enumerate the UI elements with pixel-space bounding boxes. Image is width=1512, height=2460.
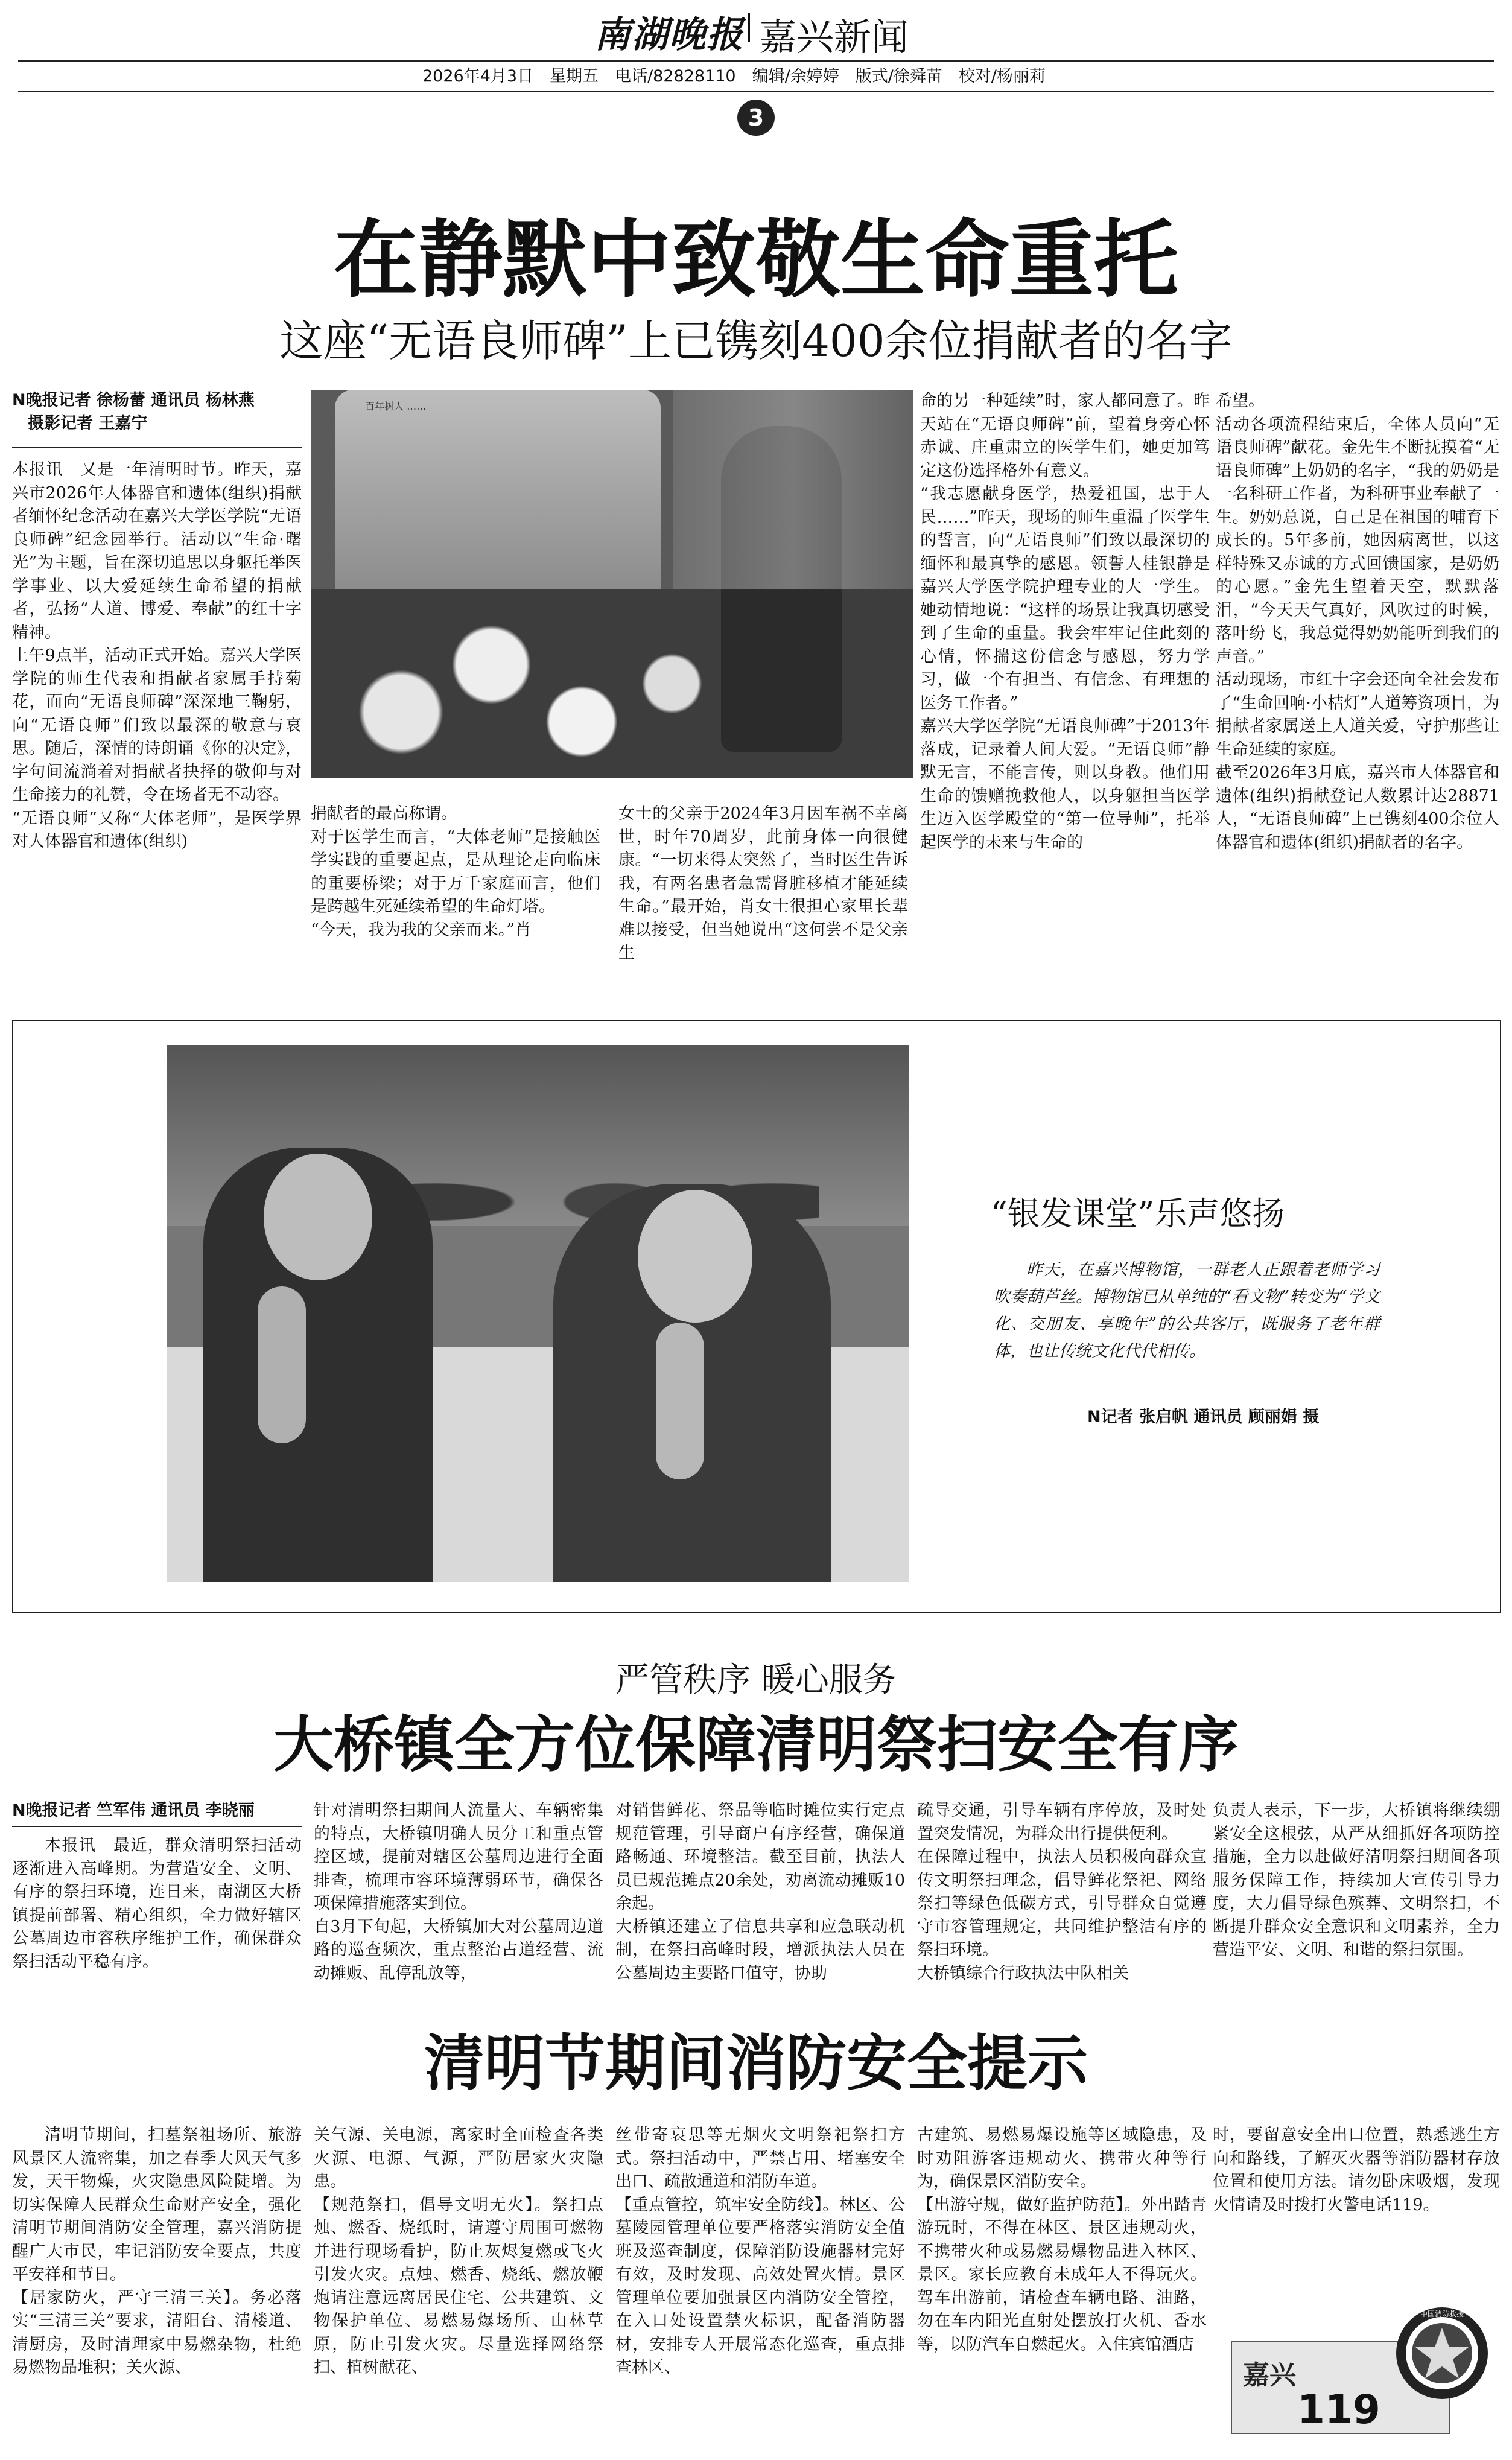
story2-column-5 — [1213, 1799, 1500, 1986]
photo-feature-credit: N记者 张启帆 通讯员 顾丽娟 摄 — [1087, 1406, 1319, 1429]
story2-text-5: 负责人表示，下一步，大桥镇将继续绷紧安全这根弦，从严从细抓好各项防控措施，全力以赴做好清明祭扫期间各项服务保障工作，持续加大宣传引导力度，大力倡导绿色殡葬、文明祭扫，不断提升群众安全意识和文明素养，全力营造平安、文明、和谐的祭扫氛围。 — [1213, 1801, 1500, 1959]
reporter-mark-2: N — [12, 1801, 26, 1820]
story2-text-3: 对销售鲜花、祭品等临时摊位实行定点规范管理，引导商户有序经营，确保道路畅通、环境整洁。截至目前，执法人员已规范摊点20余处，劝离流动摊贩10余起。 大桥镇还建立了信息共享和应急联动机制，在祭扫高峰时段，增派执法人员在公墓周边主要路口值守，协助 — [615, 1801, 905, 1983]
story2-text-2: 针对清明祭扫期间人流量大、车辆密集的特点，大桥镇明确人员分工和重点管控区域，提前对辖区公墓周边进行全面排查，梳理市容环境薄弱环节，确保各项保障措施落实到位。 自3月下旬起，大桥镇加大对公墓周边道路的巡查频次，重点整治占道经营、流动摊贩、乱停乱放等， — [314, 1801, 603, 1983]
photo-feature-title: “银发课堂”乐声悠扬 — [991, 1195, 1285, 1233]
story3-column-4 — [917, 2124, 1207, 2456]
fire-119-badge — [1231, 2293, 1496, 2456]
story2-text-4: 疏导交通，引导车辆有序停放，及时处置突发情况，为群众出行提供便利。 在保障过程中，执法人员积极向群众宣传文明祭扫理念，倡导鲜花祭祀、网络祭扫等绿色低碳方式，引导群众自觉遵守市容管理规定，共同维护整洁有序的祭扫环境。 大桥镇综合行政执法中队相关 — [917, 1801, 1207, 1983]
masthead-divider — [748, 13, 750, 42]
story1-column-4 — [920, 390, 1210, 987]
story3-text-1: 清明节期间，扫墓祭祖场所、旅游风景区人流密集，加之春季大风天气多发，天干物燥，火灾隐患风险陡增。为切实保障人民群众生命财产安全，强化清明节期间消防安全管理，嘉兴消防提醒广大市民，牢记消防安全要点，共度平安祥和节日。 【居家防火，严守三清三关】。务必落实“三清三关”要求，清阳台、清楼道、清厨房，及时清理家中易燃杂物，杜绝易燃物品堆积；关火源、 — [12, 2126, 302, 2377]
story3-text-3: 丝带寄哀思等无烟火文明祭祀祭扫方式。祭扫活动中，严禁占用、堵塞安全出口、疏散通道和消防车道。 【重点管控，筑牢安全防线】。林区、公墓陵园管理单位要严格落实消防安全值班及巡查制度，保障消防设施器材完好有效，及时发现、高效处置火情。景区管理单位要加强景区内消防安全管控，在入口处设置禁火标识，配备消防器材，安排专人开展常态化巡查，重点排查林区、 — [615, 2126, 905, 2377]
photo-feature-caption: 昨天，在嘉兴博物馆，一群老人正跟着老师学习吹奏葫芦丝。博物馆已从单纯的“看文物”转变为“学文化、交朋友、享晚年”的公共客厅，既服务了老年群体，也让传统文化代代相传。 — [994, 1260, 1380, 1361]
story3-column-5 — [1213, 2124, 1500, 2275]
story2-headline: 大桥镇全方位保障清明祭扫安全有序 — [273, 1709, 1239, 1780]
fire-rescue-emblem-icon — [1394, 2305, 1490, 2401]
emblem-text: 中国消防救援 — [1420, 2310, 1464, 2318]
story1-text-4: 命的另一种延续”时，家人都同意了。昨天站在“无语良师碑”前，望着身旁心怀赤诚、庄重肃立的医学生们，她更加笃定这份选择格外有意义。 “我志愿献身医学，热爱祖国，忠于人民……”昨天，现场的师生重温了医学生的誓言，向“无语良师”们致以最深切的缅怀和最真挚的感恩。领誓人桂银静是嘉兴大学医学院护理专业的大一学生。她动情地说：“这样的场景让我真切感受到了生命的重量。我会牢牢记住此刻的心情，怀揣这份信念与感恩，努力学习，做一个有担当、有信念、有理想的医务工作者。” 嘉兴大学医学院“无语良师碑”于2013年落成，记录着人间大爱。“无语良师”静默无言，不能言传，则以身教。他们用生命的馈赠挽救他人，以身躯担当医学生迈入医学殿堂的“第一位导师”，托举起医学的未来与生命的 — [920, 392, 1210, 852]
story1-column-5 — [1216, 390, 1499, 987]
story2-byline-rule — [12, 1826, 302, 1827]
story3-text-4: 古建筑、易燃易爆设施等区域隐患，及时劝阻游客违规动火、携带火种等行为，确保景区消防安全。 【出游守规，做好监护防范】。外出踏青游玩时，不得在林区、景区违规动火，不携带火种或易燃易爆物品进入林区、景区。家长应教育未成年人不得玩火。驾车出游前，请检查车辆电路、油路，勿在车内阳光直射处摆放打火机、香水等，以防汽车自燃起火。入住宾馆酒店 — [917, 2126, 1207, 2354]
masthead — [0, 0, 1512, 131]
story1-text-2: 捐献者的最高称谓。 对于医学生而言，“大体老师”是接触医学实践的重要起点，是从理论走向临床的重要桥梁；对于万千家庭而言，他们是跨越生死延续希望的生命灯塔。 “今天，我为我的父亲而来。”肖 — [311, 804, 600, 939]
story1-column-1 — [12, 459, 302, 987]
story3-column-1 — [12, 2124, 302, 2456]
memorial-photo — [311, 390, 913, 778]
credit-mark: N — [1087, 1408, 1101, 1426]
story1-headline: 在静默中致敬生命重托 — [333, 211, 1178, 310]
paper-name: 南湖晚报 — [594, 14, 744, 56]
memorial-stone — [335, 390, 661, 589]
story2-column-4 — [917, 1799, 1207, 1986]
story3-text-2: 关气源、关电源，离家时全面检查各类火源、电源、气源，严防居家火灾隐患。 【规范祭扫，倡导文明无火】。祭扫点烛、燃香、烧纸时，请遵守周围可燃物并进行现场看护，防止灰烬复燃或飞火引发火灾。点烛、燃香、烧纸、燃放鞭炮请注意远离居民住宅、公共建筑、文物保护单位、易燃易爆场所、山林草原，防止引发火灾。尽量选择网络祭扫、植树献花、 — [314, 2126, 603, 2377]
page-number-badge: 3 — [737, 100, 775, 136]
story1-column-3 — [618, 803, 908, 984]
stone-inscription: 百年树人 …… — [365, 401, 427, 412]
badge-city: 嘉兴 — [1243, 2360, 1296, 2391]
story1-text-5: 希望。 活动各项流程结束后，全体人员向“无语良师碑”献花。金先生不断抚摸着“无语良师碑”上奶奶的名字，“我的奶奶是一名科研工作者，为科研事业奉献了一生。奶奶总说，自己是在祖国的哺育下成长的。5年多前，她因病离世，以这样特殊又赤诚的方式回馈国家，是奶奶的心愿。”金先生望着天空，默默落泪，“今天天气真好，风吹过的时候，落叶纷飞，我总觉得奶奶能听到我们的声音。” 活动现场，市红十字会还向全社会发布了“生命回响·小桔灯”人道筹资项目，为捐献者家属送上人道关爱，守护那些让生命延续的家庭。 截至2026年3月底，嘉兴市人体器官和遗体(组织)捐献登记人数累计达28871人，“无语良师碑”上已镌刻400余位人体器官和遗体(组织)捐献者的名字。 — [1216, 392, 1499, 852]
reporter-mark: N — [12, 391, 26, 410]
badge-number: 119 — [1297, 2386, 1380, 2433]
tree-background — [673, 390, 913, 589]
story2-text-1: 本报讯 最近，群众清明祭扫活动逐渐进入高峰期。为营造安全、文明、有序的祭扫环境，连日来，南湖区大桥镇提前部署、精心组织，全力做好辖区公墓周边市容秩序维护工作，确保群众祭扫活动平稳有序。 — [12, 1836, 302, 1971]
byline-rule — [12, 447, 302, 448]
gourd-flute-left — [258, 1286, 306, 1443]
story3-column-3 — [615, 2124, 905, 2456]
story1-subhead: 这座“无语良师碑”上已镌刻400余位捐献者的名字 — [279, 316, 1233, 366]
story1-text-1: 本报讯 又是一年清明时节。昨天，嘉兴市2026年人体器官和遗体(组织)捐献者缅怀纪念活动在嘉兴大学医学院“无语良师碑”纪念园举行。活动以“生命·曙光”为主题，旨在深切追思以身躯托举医学事业、以大爱延续生命希望的捐献者，弘扬“人道、博爱、奉献”的红十字精神。 上午9点半，活动正式开始。嘉兴大学医学院的师生代表和捐献者家属手持菊花，面向“无语良师碑”深深地三鞠躬，向“无语良师”们致以最深的敬意与哀思。随后，深情的诗朗诵《你的决定》，字句间流淌着对捐献者抉择的敬仰与对生命接力的礼赞，令在场者无不动容。 “无语良师”又称“大体老师”，是医学界对人体器官和遗体(组织) — [12, 460, 302, 851]
gourd-flute-right — [656, 1323, 704, 1479]
story3-text-5: 时，要留意安全出口位置，熟悉逃生方向和路线，了解灭火器等消防器材存放位置和使用方法。请勿卧床吸烟，发现火情请及时拨打火警电话119。 — [1213, 2126, 1500, 2214]
gourd-flute-photo — [167, 1045, 909, 1582]
section-title: 嘉兴新闻 — [759, 15, 909, 59]
photo-feature-box — [12, 1020, 1501, 1613]
story2-byline: N晚报记者 竺军伟 通讯员 李晓丽 — [12, 1799, 302, 1822]
story2-column-1 — [12, 1834, 302, 1985]
story1-column-2 — [311, 803, 600, 984]
story2-kicker: 严管秩序 暖心服务 — [615, 1661, 897, 1700]
story2-column-2 — [314, 1799, 603, 1986]
man-face — [264, 1154, 372, 1280]
story1-byline: N晚报记者 徐杨蕾 通讯员 杨林燕 摄影记者 王嘉宁 — [12, 389, 302, 435]
story1-text-3: 女士的父亲于2024年3月因车祸不幸离世，时年70周岁，此前身体一向很健康。“一切来得太突然了，当时医生告诉我，有两名患者急需肾脏移植才能延续生命。”最开始，肖女士很担心家里长辈难以接受，但当她说出“这何尝不是父亲生 — [618, 804, 908, 962]
story3-headline: 清明节期间消防安全提示 — [424, 2028, 1088, 2099]
story3-column-2 — [314, 2124, 603, 2456]
masthead-rule-bottom — [18, 91, 1494, 92]
masthead-rule-top — [18, 60, 1494, 62]
story2-column-3 — [615, 1799, 905, 1986]
woman-face — [638, 1190, 752, 1323]
info-line: 2026年4月3日 星期五 电话/82828110 编辑/余婷婷 版式/徐舜苗 校对/杨丽莉 — [422, 67, 1046, 86]
